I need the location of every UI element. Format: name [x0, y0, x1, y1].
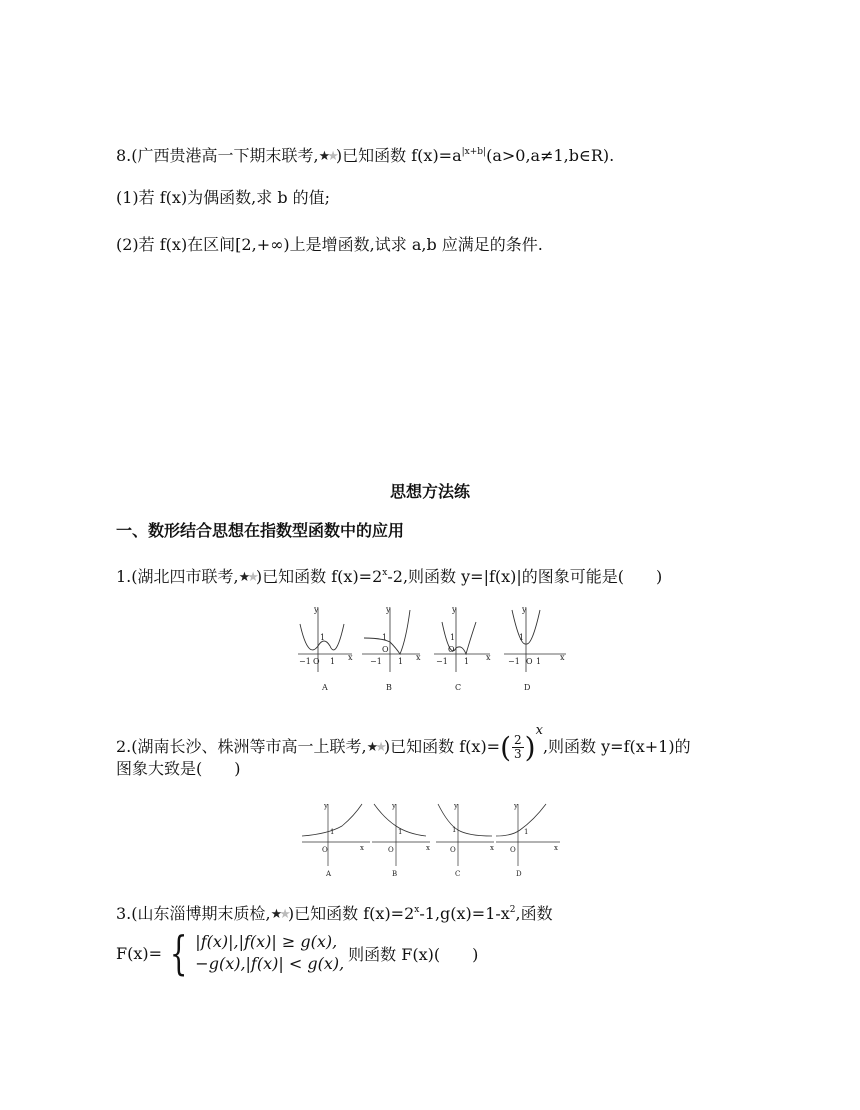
difficulty-stars-icon: ★★	[238, 570, 256, 585]
svg-text:y: y	[452, 605, 457, 614]
svg-text:−1: −1	[436, 657, 448, 666]
svg-text:1: 1	[382, 633, 388, 642]
option-b-label: B	[392, 870, 398, 878]
svg-text:1: 1	[536, 657, 542, 666]
svg-text:−1: −1	[370, 657, 382, 666]
svg-text:x: x	[348, 653, 353, 662]
q2-graph-a	[302, 802, 370, 878]
q8-part2: (2)若 f(x)在区间[2,+∞)上是增函数,试求 a,b 应满足的条件.	[116, 235, 543, 254]
svg-text:1: 1	[524, 828, 529, 836]
q3-piecewise: F(x)= { |f(x)|,|f(x)| ≥ g(x), −g(x),|f(x)| < g(x), 则函数 F(x)( )	[116, 926, 479, 980]
svg-text:1: 1	[398, 828, 403, 836]
svg-text:−1: −1	[508, 657, 520, 666]
option-a-label: A	[326, 870, 332, 878]
svg-text:y: y	[324, 802, 328, 810]
svg-text:x: x	[486, 653, 491, 662]
svg-text:O: O	[388, 846, 394, 854]
brace-icon: {	[169, 926, 188, 980]
svg-text:1: 1	[464, 657, 470, 666]
q2-stem: 2.(湖南长沙、株洲等市高一上联考,★★)已知函数 f(x)= ( $\frac{2}{3}$ ) $^x$,则函数 y=f(x+1)的	[116, 723, 691, 764]
q1-stem: 1.(湖北四市联考,★★)已知函数 $f(x)=2^x-2$,则函数 y=|f(x)|的图象可能是( )	[116, 561, 662, 590]
q2-graph-c	[436, 802, 494, 878]
svg-text:x: x	[490, 844, 494, 852]
option-c-label: C	[455, 870, 461, 878]
difficulty-stars-icon: ★★	[366, 740, 384, 755]
svg-text:y: y	[386, 605, 391, 614]
q1-graph-c	[434, 605, 491, 692]
svg-text:O: O	[526, 657, 533, 666]
difficulty-stars-icon: ★★	[318, 149, 336, 164]
q3-tail: 则函数 F(x)( )	[348, 944, 479, 964]
svg-text:y: y	[454, 802, 458, 810]
option-b-label: B	[386, 683, 392, 692]
svg-text:x: x	[360, 844, 364, 852]
svg-text:1: 1	[519, 633, 525, 642]
q1-graph-a	[298, 605, 353, 692]
q1-option-figures	[290, 600, 580, 695]
svg-text:y: y	[392, 802, 396, 810]
case-1: |f(x)|,|f(x)| ≥ g(x),	[195, 932, 338, 951]
q8-source: 8.(广西贵港高一下期末联考,	[116, 146, 319, 165]
q1-graph-b	[362, 605, 421, 692]
svg-text:1: 1	[398, 657, 404, 666]
svg-text:1: 1	[330, 828, 335, 836]
svg-text:1: 1	[320, 633, 326, 642]
svg-text:O: O	[382, 645, 389, 654]
option-a-label: A	[322, 683, 328, 692]
q8-exponent: |x+b|	[461, 147, 487, 157]
q2-stem-line2: 图象大致是( )	[116, 759, 241, 778]
q2-graph-d	[496, 802, 560, 878]
section-title: 一、数形结合思想在指数型函数中的应用	[116, 521, 405, 540]
svg-text:y: y	[314, 605, 319, 614]
svg-text:x: x	[560, 653, 565, 662]
svg-text:O: O	[510, 846, 516, 854]
q2-fraction: ( $\frac{2}{3}$ )	[500, 730, 536, 764]
q3-stem: 3.(山东淄博期末质检,★★)已知函数 $f(x)=2^x-1,g(x)=1-x^2$,函数	[116, 898, 553, 927]
svg-text:−1: −1	[299, 657, 311, 666]
svg-text:1: 1	[450, 633, 456, 642]
option-d-label: D	[524, 683, 531, 692]
svg-text:x: x	[554, 844, 558, 852]
svg-text:y: y	[522, 605, 527, 614]
piecewise-cases	[195, 931, 344, 975]
q1-graph-d	[504, 605, 566, 692]
option-c-label: C	[455, 683, 462, 692]
svg-text:y: y	[514, 802, 518, 810]
svg-text:x: x	[416, 653, 421, 662]
difficulty-stars-icon: ★★	[270, 907, 288, 922]
option-d-label: D	[516, 870, 522, 878]
svg-text:O: O	[313, 657, 320, 666]
q8-stem: 8.(广西贵港高一下期末联考,★★)已知函数 $f(x)=a^{|x+b|}(a>0,a\ne 1,b\in R)$.	[116, 140, 614, 169]
svg-text:1: 1	[330, 657, 336, 666]
svg-text:x: x	[426, 844, 430, 852]
page-heading: 思想方法练	[389, 482, 470, 501]
svg-text:O: O	[322, 846, 328, 854]
q8-part1: (1)若 f(x)为偶函数,求 b 的值;	[116, 188, 331, 207]
q2-graph-b	[372, 802, 430, 878]
q2-option-figures	[298, 800, 568, 880]
svg-text:1: 1	[452, 826, 457, 834]
svg-text:O: O	[448, 645, 455, 654]
svg-text:O: O	[450, 846, 456, 854]
case-2: −g(x),|f(x)| < g(x),	[195, 954, 345, 973]
